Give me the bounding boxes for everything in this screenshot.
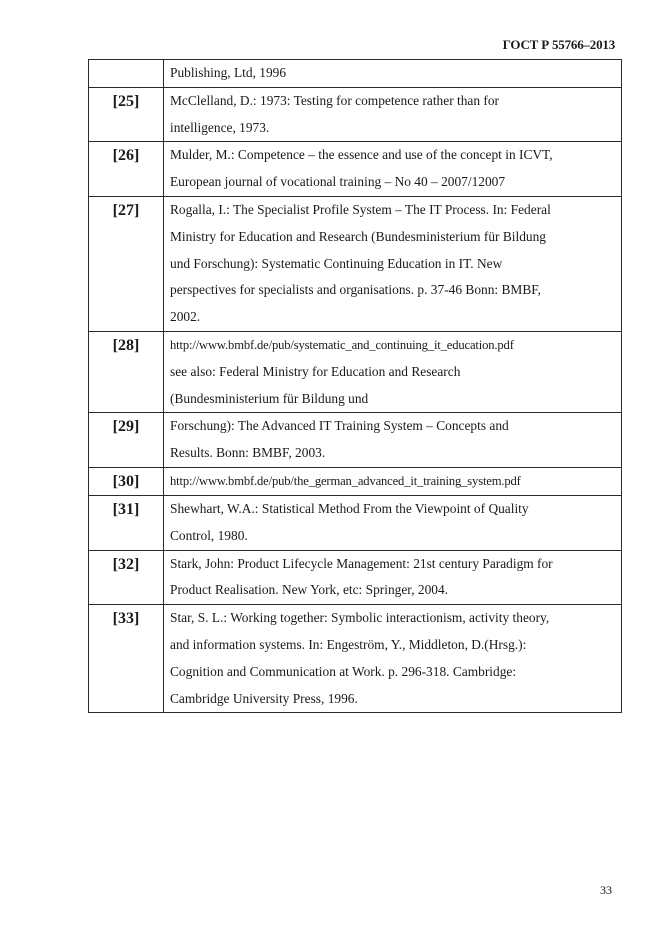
reference-line: Cognition and Communication at Work. p. 296-318. Cambridge: [170, 663, 517, 679]
reference-line: (Bundesministerium für Bildung und [170, 390, 369, 406]
table-row [89, 413, 622, 468]
reference-number: [30] [89, 467, 164, 495]
reference-number: [33] [89, 605, 164, 713]
reference-url[interactable]: http://www.bmbf.de/pub/the_german_advanced_it_training_system.pdf [170, 473, 521, 488]
reference-text [164, 142, 622, 197]
reference-line: Mulder, M.: Competence – the essence and use of the concept in ICVT, [170, 147, 553, 163]
reference-line: Publishing, Ltd, 1996 [170, 65, 287, 80]
reference-url[interactable]: http://www.bmbf.de/pub/systematic_and_continuing_it_education.pdf [170, 337, 514, 352]
reference-line: see also: Federal Ministry for Education and Research [170, 363, 461, 379]
reference-line: Cambridge University Press, 1996. [170, 690, 358, 706]
page-number: 33 [600, 883, 612, 897]
reference-line: Star, S. L.: Working together: Symbolic interactionism, activity theory, [170, 610, 550, 626]
reference-line: Stark, John: Product Lifecycle Management: 21st century Paradigm for [170, 555, 553, 571]
reference-line: und Forschung): Systematic Continuing Education in IT. New [170, 255, 503, 271]
table-row [89, 605, 622, 713]
reference-line: Rogalla, I.: The Specialist Profile System – The IT Process. In: Federal [170, 201, 551, 217]
reference-number: [28] [89, 331, 164, 412]
reference-line: European journal of vocational training – No 40 – 2007/12007 [170, 174, 506, 190]
reference-text [164, 550, 622, 605]
table-row [89, 467, 622, 495]
reference-line: Product Realisation. New York, etc: Springer, 2004. [170, 582, 449, 598]
reference-line: Results. Bonn: BMBF, 2003. [170, 445, 326, 461]
reference-text [164, 87, 622, 142]
reference-line: McClelland, D.: 1973: Testing for competence rather than for [170, 92, 500, 108]
reference-text [164, 196, 622, 331]
reference-text [164, 60, 622, 88]
reference-number: [32] [89, 550, 164, 605]
reference-number [89, 60, 164, 88]
reference-text [164, 413, 622, 468]
reference-line: Control, 1980. [170, 527, 248, 543]
reference-line: Forschung): The Advanced IT Training System – Concepts and [170, 418, 509, 434]
reference-number: [25] [89, 87, 164, 142]
table-row [89, 142, 622, 197]
references-table [88, 59, 622, 713]
reference-line: perspectives for specialists and organisations. p. 37-46 Bonn: BMBF, [170, 282, 541, 298]
reference-text [164, 467, 622, 495]
reference-line: Ministry for Education and Research (Bundesministerium für Bildung [170, 228, 546, 244]
reference-text [164, 495, 622, 550]
reference-number: [27] [89, 196, 164, 331]
reference-line: Shewhart, W.A.: Statistical Method From the Viewpoint of Quality [170, 500, 529, 516]
table-row [89, 495, 622, 550]
reference-line: intelligence, 1973. [170, 119, 270, 135]
reference-text [164, 331, 622, 412]
document-code-header: ГОСТ Р 55766–2013 [502, 37, 615, 52]
reference-line: and information systems. In: Engeström, Y., Middleton, D.(Hrsg.): [170, 636, 527, 652]
reference-text [164, 605, 622, 713]
reference-number: [31] [89, 495, 164, 550]
reference-number: [29] [89, 413, 164, 468]
reference-line: 2002. [170, 309, 201, 325]
reference-number: [26] [89, 142, 164, 197]
table-row [89, 331, 622, 412]
table-row [89, 87, 622, 142]
table-row [89, 60, 622, 88]
table-row [89, 550, 622, 605]
table-row [89, 196, 622, 331]
